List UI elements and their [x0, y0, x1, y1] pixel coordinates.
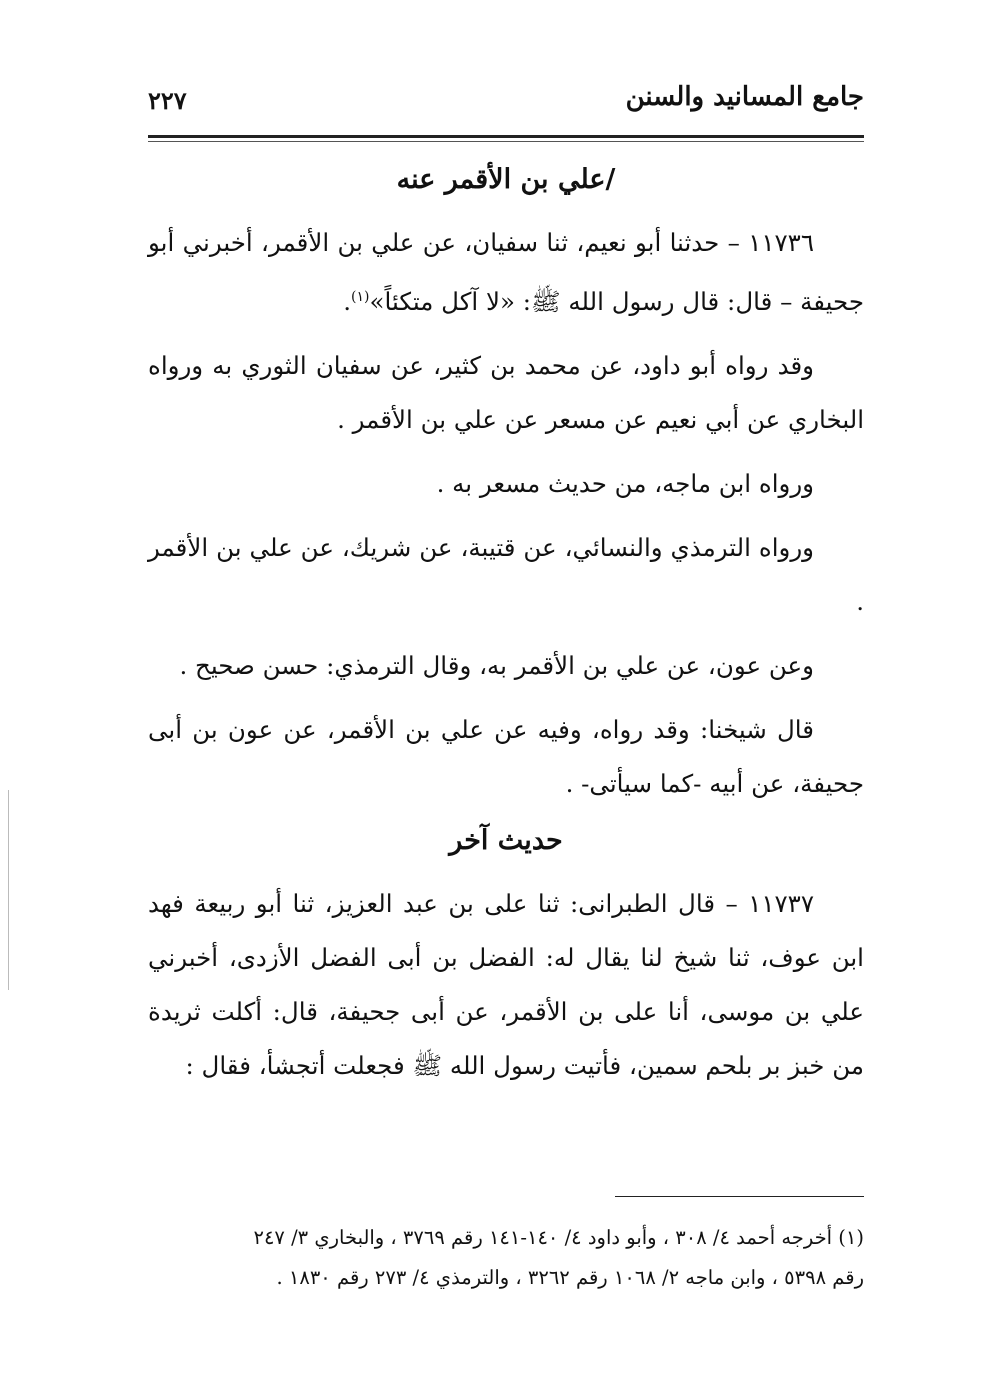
- hadith-11737: ١١٧٣٧ – قال الطبرانى: ثنا على بن عبد العزيز، ثنا أبو ربيعة فهد ابن عوف، ثنا شيخ لنا يقال له: الفضل بن أبى الفضل الأزدى، أخبرني علي بن موسى، أنا على بن الأقمر، عن أبى جحيفة، قال: أكلت ثريدة من خبز بر بلحم سمين، فأتيت رسول الله ﷺ فجعلت أتجشأ، فقال :: [148, 889, 864, 1081]
- page-number: ٢٢٧: [148, 86, 187, 115]
- footnote-separator: [615, 1196, 864, 1197]
- paragraph-abu-dawud: وقد رواه أبو داود، عن محمد بن كثير، عن سفيان الثوري به ورواه البخاري عن أبي نعيم عن مسعر عن علي بن الأقمر .: [148, 351, 864, 435]
- paragraph-ibn-majah: ورواه ابن ماجه، من حديث مسعر به .: [436, 469, 814, 499]
- header-rule: [148, 135, 864, 138]
- footnote-ref-1: (١): [351, 289, 370, 305]
- running-header: [148, 82, 864, 128]
- header-rule-thin: [148, 141, 864, 142]
- footnote-line-2: رقم ٥٣٩٨ ، وابن ماجه ٢/ ١٠٦٨ رقم ٣٢٦٢ ، والترمذي ٤/ ٢٧٣ رقم ١٨٣٠ .: [276, 1266, 864, 1289]
- footnote-line-1: (١) أخرجه أحمد ٤/ ٣٠٨ ، وأبو داود ٤/ ١٤٠-١٤١ رقم ٣٧٦٩ ، والبخاري ٣/ ٢٤٧: [253, 1226, 864, 1249]
- paragraph-shaykhuna: قال شيخنا: وقد رواه، وفيه عن علي بن الأقمر، عن عون بن أبى جحيفة، عن أبيه -كما سيأتى- .: [148, 715, 864, 799]
- paragraph-tirmidhi-nasai: ورواه الترمذي والنسائي، عن قتيبة، عن شريك، عن علي بن الأقمر .: [148, 533, 864, 617]
- book-title: جامع المسانيد والسنن: [625, 82, 864, 112]
- main-text: [148, 160, 864, 1103]
- paragraph-awn: وعن عون، عن علي بن الأقمر به، وقال الترمذي: حسن صحيح .: [179, 651, 814, 681]
- hadith-11736: [148, 216, 864, 329]
- footnotes: [148, 1218, 864, 1298]
- hadith-11736-text: ١١٧٣٦ – حدثنا أبو نعيم، ثنا سفيان، عن علي بن الأقمر، أخبرني أبو جحيفة – قال: قال رسول الله ﷺ: «لا آكل متكئاً»: [148, 228, 864, 317]
- section-title-another-hadith: حديث آخر: [449, 825, 563, 857]
- section-title-ali-ibn-al-aqmar: /علي بن الأقمر عنه: [396, 164, 616, 195]
- scan-edge-mark: [8, 790, 9, 990]
- hadith-11736-end: .: [343, 287, 352, 317]
